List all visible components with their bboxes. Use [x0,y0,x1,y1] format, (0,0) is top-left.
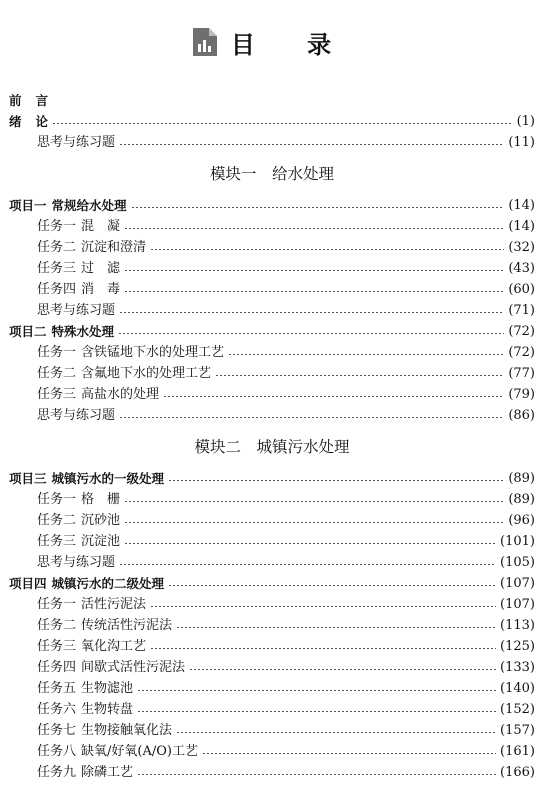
toc-chapter-entry[interactable] [0,195,544,216]
entry-number: 任务一 [37,597,77,612]
entry-number: 任务三 [37,534,77,549]
module-heading [0,426,544,468]
page-number: (72) [508,324,535,339]
toc-section-entry[interactable] [0,699,544,720]
dot-leader [124,501,504,502]
entry-title: 特殊水处理 [51,324,115,339]
toc-section-entry[interactable] [0,279,544,300]
entry-title: 生物滤池 [81,681,134,696]
page-number: (101) [500,534,535,549]
toc-section-entry[interactable] [0,552,544,573]
entry-title: 除磷工艺 [81,765,134,780]
page-number: (166) [500,765,535,780]
page-number: (89) [508,471,535,486]
entry-title: 氧化沟工艺 [81,639,147,654]
page-number: (89) [508,492,535,507]
page-number: (1) [516,114,535,129]
entry-number: 任务三 [37,387,77,402]
entry-number: 绪 [9,114,22,129]
toc-section-entry[interactable] [0,510,544,531]
page-number: (140) [500,681,535,696]
dot-leader [163,396,504,397]
toc-section-entry[interactable] [0,216,544,237]
entry-number: 任务三 [37,261,77,276]
toc-section-entry[interactable] [0,762,544,783]
toc-section-entry[interactable] [0,237,544,258]
entry-number: 任务五 [37,681,77,696]
entry-number: 项目二 [9,324,47,339]
entry-title: 常规给水处理 [51,198,127,213]
entry-title: 沉淀和澄清 [81,240,147,255]
entry-title: 消 毒 [81,282,121,297]
dot-leader [137,774,496,775]
page-number: (125) [500,639,535,654]
dot-leader [176,627,496,628]
dot-leader [119,417,504,418]
page-title: 目 录 [230,30,354,59]
dot-leader [119,144,504,145]
entry-title: 混 凝 [81,219,121,234]
entry-number: 前 [9,93,22,108]
toc-section-entry[interactable] [0,615,544,636]
entry-title: 生物接触氧化法 [81,723,173,738]
dot-leader [124,228,504,229]
entry-number: 任务二 [37,618,77,633]
toc-chapter-entry[interactable] [0,321,544,342]
toc-section-entry[interactable] [0,342,544,363]
entry-title: 论 [35,114,49,129]
toc-section-entry[interactable] [0,489,544,510]
toc-section-entry[interactable] [0,531,544,552]
page-number: (79) [508,387,535,402]
toc-chapter-entry[interactable] [0,573,544,594]
entry-title: 传统活性污泥法 [81,618,173,633]
entry-number: 任务二 [37,240,77,255]
page-number: (14) [508,198,535,213]
dot-leader [124,270,504,271]
entry-title: 思考与练习题 [37,408,116,423]
dot-leader [124,543,496,544]
toc-section-entry[interactable] [0,594,544,615]
page-number: (14) [508,219,535,234]
dot-leader [202,753,496,754]
toc-section-entry[interactable] [0,741,544,762]
entry-number: 任务一 [37,345,77,360]
page-number: (71) [508,303,535,318]
entry-number: 项目一 [9,198,47,213]
dot-leader [228,354,504,355]
page-number: (77) [508,366,535,381]
entry-title: 含铁锰地下水的处理工艺 [81,345,225,360]
dot-leader [168,585,496,586]
entry-title: 言 [35,93,49,108]
toc-chapter-entry[interactable] [0,111,544,132]
page-number: (157) [500,723,535,738]
toc-section-entry[interactable] [0,636,544,657]
toc-chapter-entry[interactable] [0,468,544,489]
entry-title: 间歇式活性污泥法 [81,660,186,675]
entry-number: 任务七 [37,723,77,738]
entry-title: 城镇污水的二级处理 [51,576,165,591]
dot-leader [124,522,504,523]
toc-header [0,22,544,62]
toc-section-entry[interactable] [0,678,544,699]
page-number: (161) [500,744,535,759]
page-number: (32) [508,240,535,255]
page-number: (86) [508,408,535,423]
page-number: (133) [500,660,535,675]
entry-number: 项目四 [9,576,47,591]
toc-section-entry[interactable] [0,657,544,678]
dot-leader [176,732,496,733]
dot-leader [118,333,504,334]
toc-section-entry[interactable] [0,363,544,384]
page-number: (96) [508,513,535,528]
dot-leader [119,312,504,313]
document-chart-icon [191,27,219,57]
toc-section-entry[interactable] [0,384,544,405]
entry-number: 任务四 [37,660,77,675]
entry-title: 城镇污水的一级处理 [51,471,165,486]
toc-chapter-entry[interactable] [0,90,544,111]
entry-title: 活性污泥法 [81,597,147,612]
dot-leader [168,480,504,481]
module-heading-label: 模块一 给水处理 [209,165,334,183]
dot-leader [124,291,504,292]
entry-title: 缺氧/好氧(A/O)工艺 [81,744,198,759]
page-number: (113) [500,618,535,633]
entry-title: 思考与练习题 [37,303,116,318]
entry-number: 任务六 [37,702,77,717]
page-number: (152) [500,702,535,717]
page-number: (11) [508,135,535,150]
toc-section-entry[interactable] [0,720,544,741]
entry-title: 沉淀池 [81,534,121,549]
module-heading-label: 模块二 城镇污水处理 [194,438,350,456]
page-number: (105) [500,555,535,570]
dot-leader [52,123,513,124]
entry-title: 思考与练习题 [37,555,116,570]
dot-leader [150,606,496,607]
entry-title: 格 栅 [81,492,121,507]
page-number: (60) [508,282,535,297]
entry-number: 任务八 [37,744,77,759]
dot-leader [137,690,496,691]
entry-number: 任务四 [37,282,77,297]
entry-number: 项目三 [9,471,47,486]
toc-section-entry[interactable] [0,300,544,321]
entry-title: 含氟地下水的处理工艺 [81,366,212,381]
dot-leader [150,249,504,250]
entry-number: 任务二 [37,513,77,528]
toc-section-entry[interactable] [0,405,544,426]
toc-section-entry[interactable] [0,258,544,279]
entry-number: 任务二 [37,366,77,381]
page-number: (107) [500,576,535,591]
entry-number: 任务一 [37,219,77,234]
entry-title: 高盐水的处理 [81,387,160,402]
dot-leader [189,669,496,670]
page-number: (107) [500,597,535,612]
page-number: (43) [508,261,535,276]
entry-title: 思考与练习题 [37,135,116,150]
entry-title: 过 滤 [81,261,121,276]
dot-leader [119,564,496,565]
table-of-contents [0,90,544,783]
entry-number: 任务一 [37,492,77,507]
module-heading [0,153,544,195]
page-number: (72) [508,345,535,360]
dot-leader [137,711,496,712]
toc-section-entry[interactable] [0,132,544,153]
dot-leader [150,648,496,649]
entry-title: 生物转盘 [81,702,134,717]
entry-number: 任务九 [37,765,77,780]
entry-title: 沉砂池 [81,513,121,528]
dot-leader [215,375,504,376]
dot-leader [131,207,505,208]
entry-number: 任务三 [37,639,77,654]
